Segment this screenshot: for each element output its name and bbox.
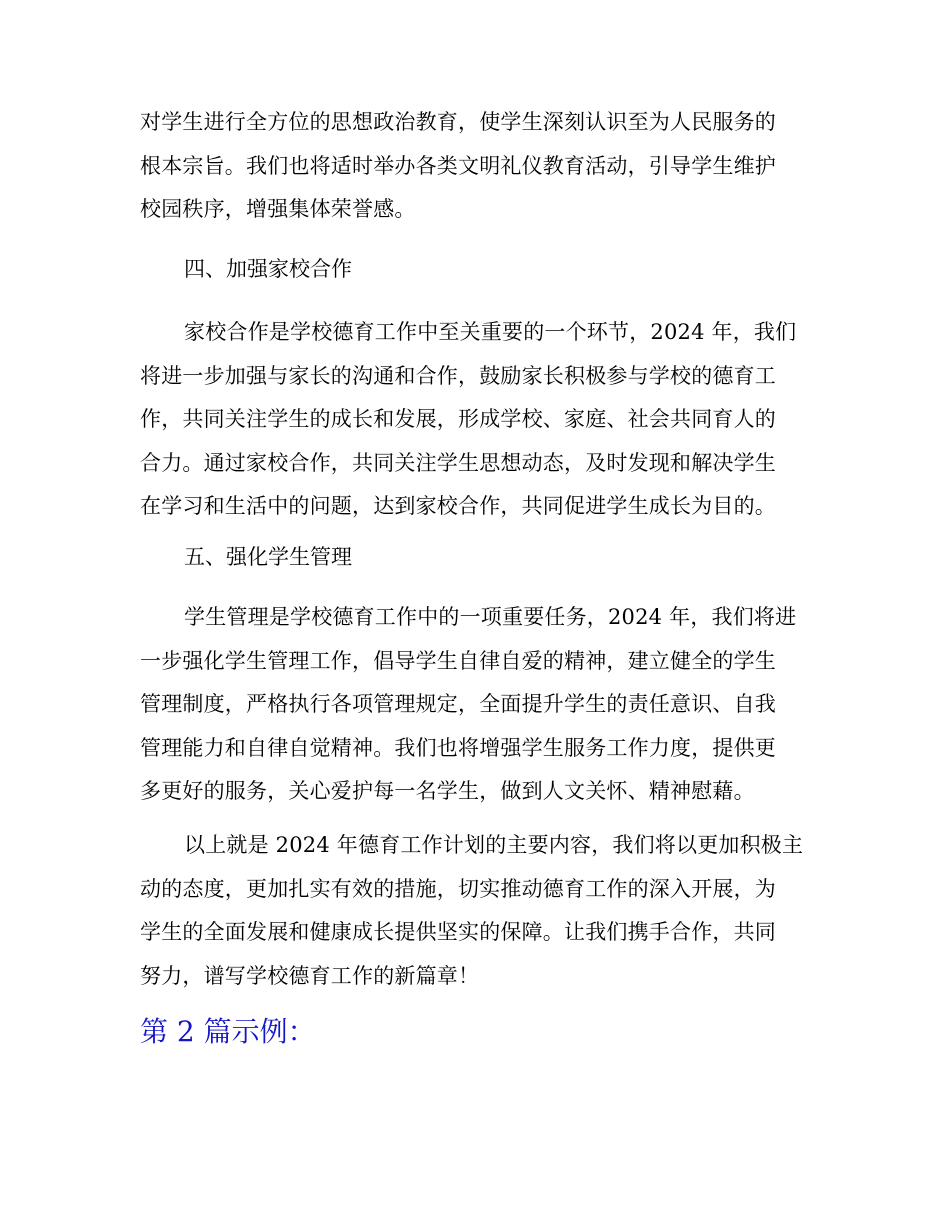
paragraph-student-management xyxy=(140,596,820,814)
text-line: 管理制度，严格执行各项管理规定，全面提升学生的责任意识、自我 xyxy=(140,692,776,716)
text-line: 作，共同关注学生的成长和发展，形成学校、家庭、社会共同育人的 xyxy=(140,407,776,431)
text-line: 努力，谱写学校德育工作的新篇章！ xyxy=(140,963,480,988)
paragraph-moral-education-end xyxy=(140,101,820,232)
example-title: 第 2 篇示例： xyxy=(140,1015,316,1048)
text-line: 根本宗旨。我们也将适时举办各类文明礼仪教育活动，引导学生维护 xyxy=(140,153,776,178)
text-line: 合力。通过家校合作，共同关注学生思想动态，及时发现和解决学生 xyxy=(140,450,776,475)
section-heading-home-school-cooperation: 四、加强家校合作 xyxy=(184,257,352,281)
text-line: 一步强化学生管理工作，倡导学生自律自爱的精神，建立健全的学生 xyxy=(140,648,776,673)
paragraph-conclusion xyxy=(140,824,820,998)
text-line: 多更好的服务，关心爱护每一名学生，做到人文关怀、精神慰藉。 xyxy=(140,779,755,803)
section-heading-student-management: 五、强化学生管理 xyxy=(184,545,352,569)
paragraph-home-school-cooperation xyxy=(140,311,820,529)
text-line: 校园秩序，增强集体荣誉感。 xyxy=(140,197,416,221)
text-line: 以上就是 2024 年德育工作计划的主要内容，我们将以更加积极主 xyxy=(184,833,804,857)
text-line: 管理能力和自律自觉精神。我们也将增强学生服务工作力度，提供更 xyxy=(140,735,776,760)
text-line: 动的态度，更加扎实有效的措施，切实推动德育工作的深入开展，为 xyxy=(140,876,776,901)
text-line: 学生管理是学校德育工作中的一项重要任务，2024 年，我们将进 xyxy=(184,605,797,629)
text-line: 学生的全面发展和健康成长提供坚实的保障。让我们携手合作，共同 xyxy=(140,920,776,944)
text-line: 对学生进行全方位的思想政治教育，使学生深刻认识至为人民服务的 xyxy=(140,110,776,134)
text-line: 将进一步加强与家长的沟通和合作，鼓励家长积极参与学校的德育工 xyxy=(140,363,776,388)
text-line: 家校合作是学校德育工作中至关重要的一个环节，2024 年，我们 xyxy=(184,320,797,344)
text-line: 在学习和生活中的问题，达到家校合作，共同促进学生成长为目的。 xyxy=(140,494,776,518)
